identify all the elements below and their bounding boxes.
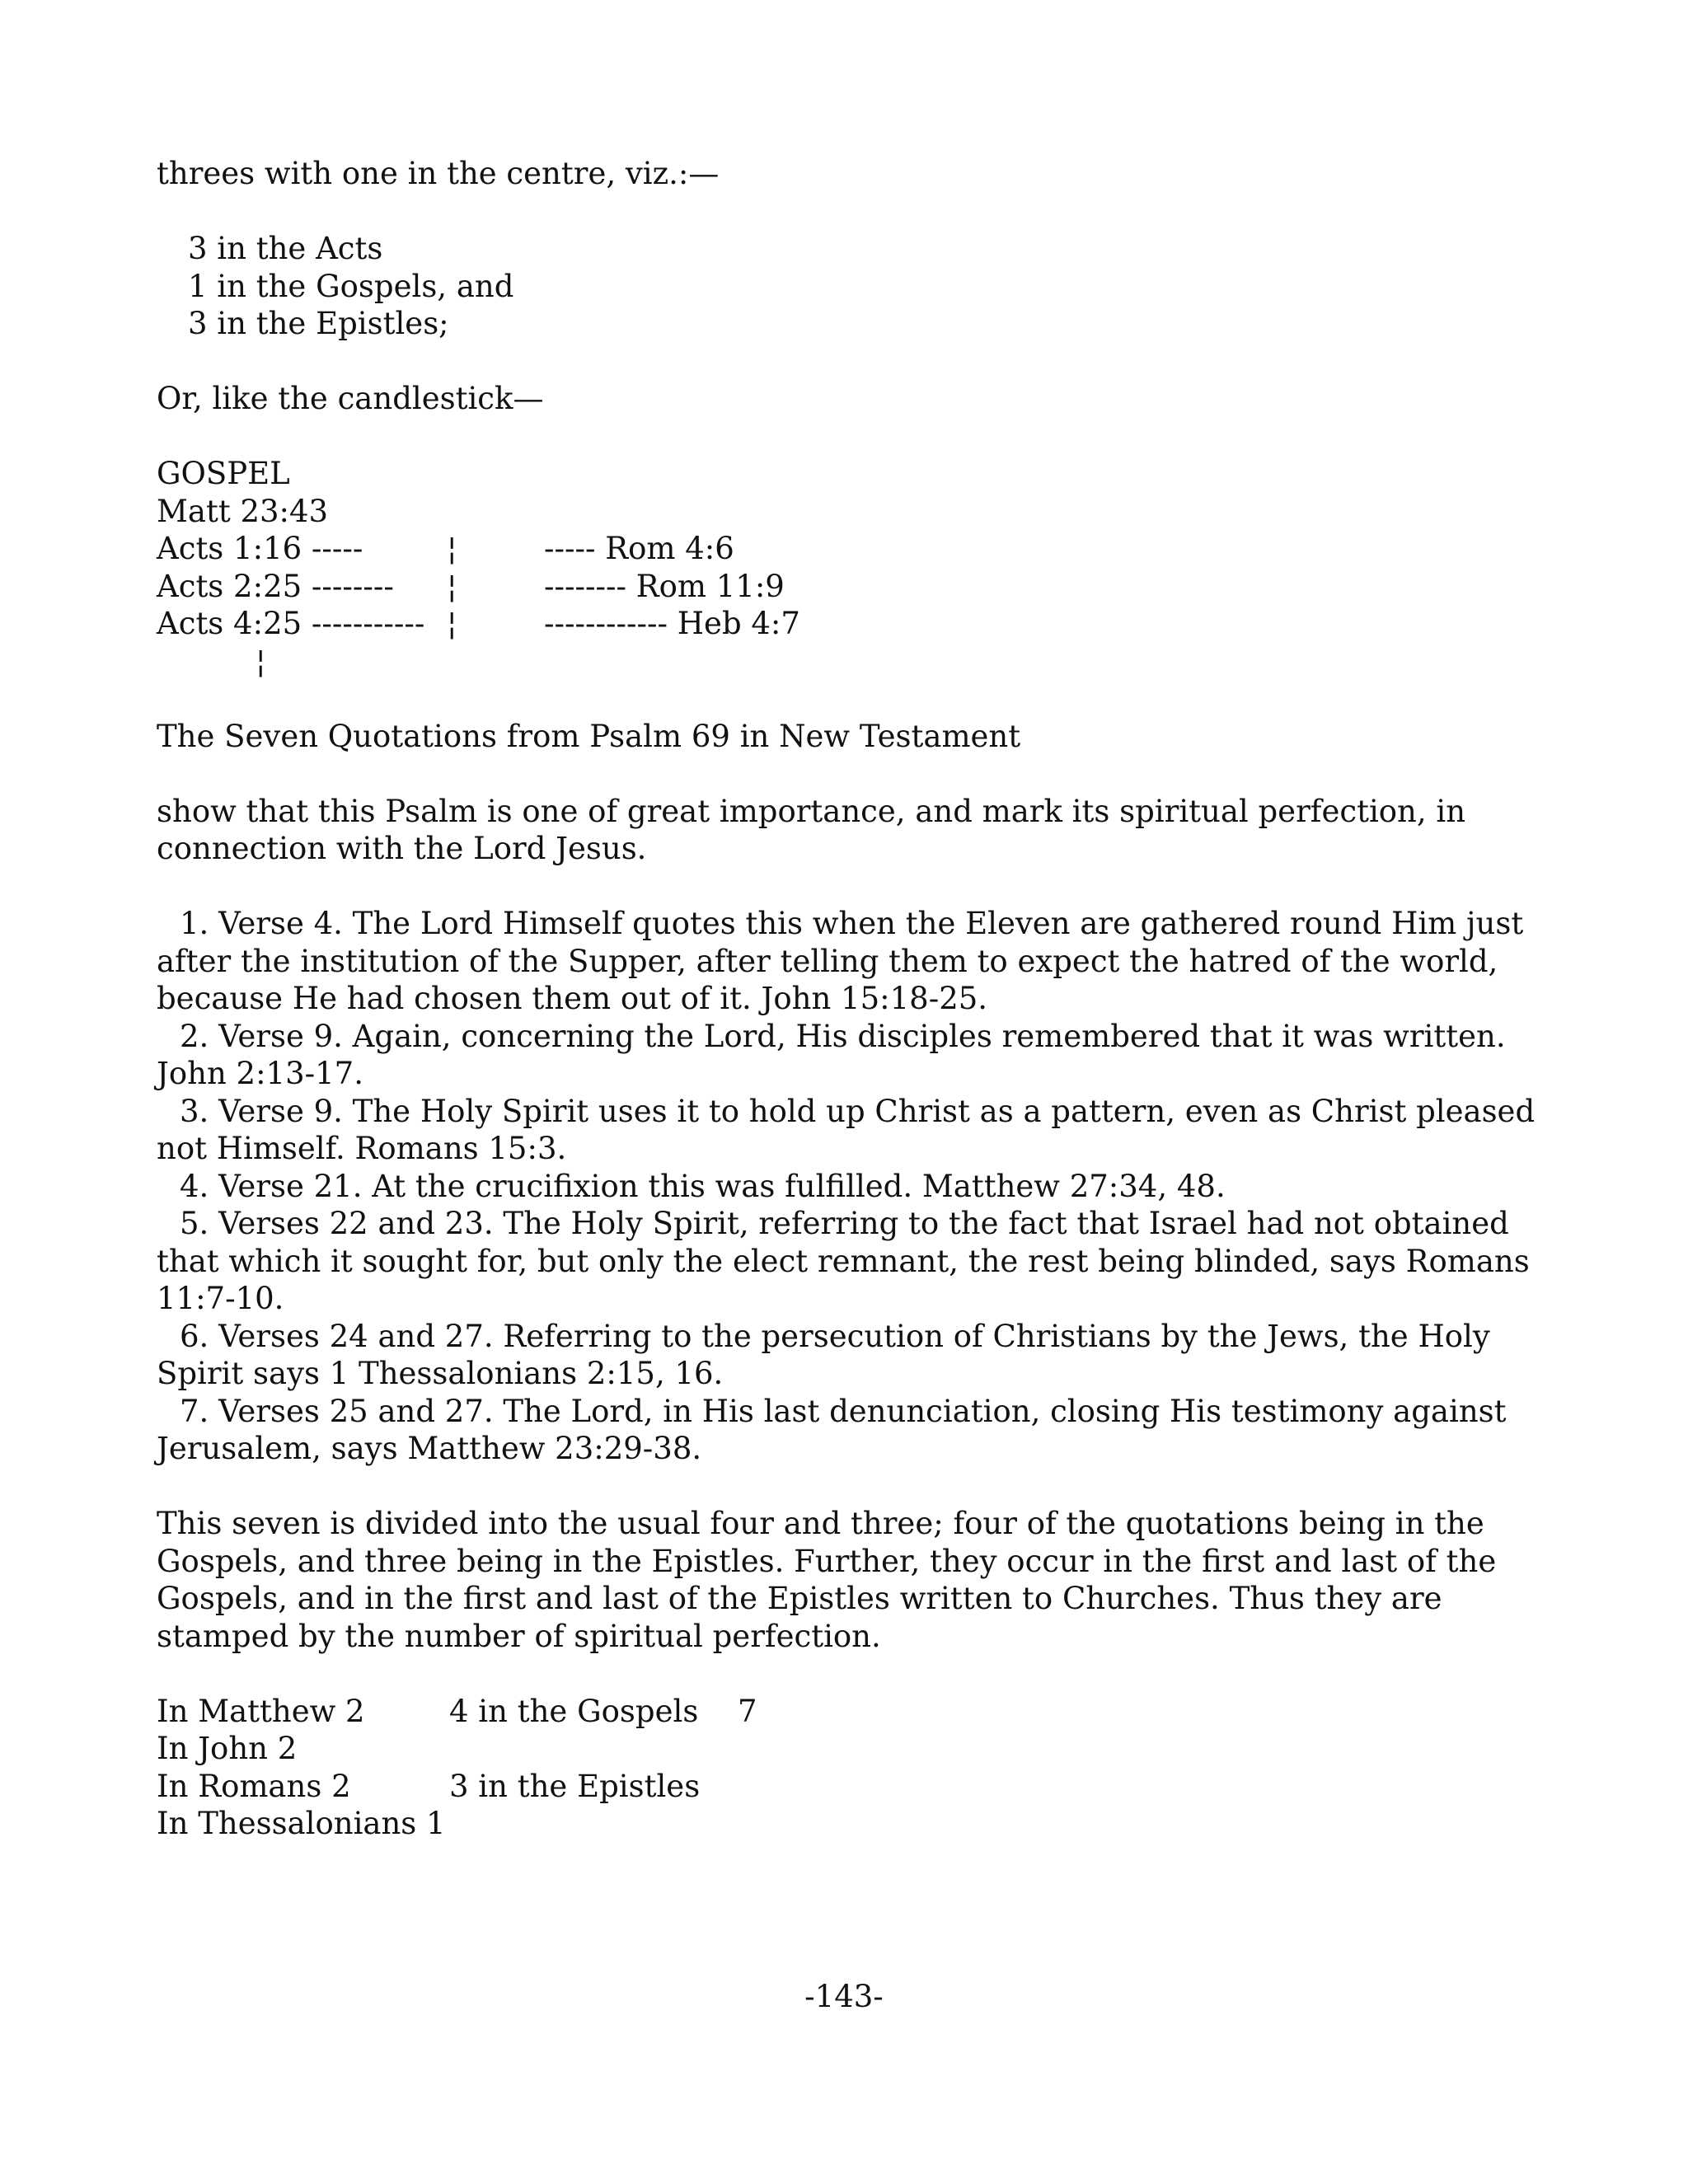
candlestick-row <box>157 568 1541 606</box>
quotation-list <box>157 905 1541 1468</box>
candlestick-base: ¦ <box>256 643 266 679</box>
tally-book: In Matthew 2 <box>157 1693 365 1729</box>
candlestick-stem: ¦ <box>447 606 457 641</box>
threes-item: 3 in the Acts <box>188 231 383 266</box>
tally-book: In Romans 2 <box>157 1768 351 1804</box>
candlestick-base-row <box>157 643 1541 681</box>
threes-item: 3 in the Epistles; <box>188 306 449 341</box>
tally-total: 7 <box>738 1693 757 1729</box>
candlestick-diagram <box>157 455 1541 680</box>
quotation-item: 7. Verses 25 and 27. The Lord, in His last denunciation, closing His testimony against Jerusalem, says Matthew 23:29-38. <box>157 1393 1507 1466</box>
candlestick-stem: ¦ <box>447 531 457 566</box>
quotation-item: 6. Verses 24 and 27. Referring to the persecution of Christians by the Jews, the Holy Spirit says 1 Thessalonians 2:15, 16. <box>157 1318 1490 1391</box>
tally-book: In Thessalonians 1 <box>157 1806 446 1841</box>
tally-group: 4 in the Gospels <box>449 1693 699 1729</box>
candlestick-right: -------- Rom 11:9 <box>544 568 785 604</box>
tally-group: 3 in the Epistles <box>449 1768 701 1804</box>
candlestick-left: Acts 2:25 -------- <box>157 568 394 604</box>
page-body <box>157 155 1541 1843</box>
summary-paragraph: This seven is divided into the usual four and three; four of the quotations being in the Gospels, and three being in the Epistles. Further, they occur in the first and last of the Gospels, and in the first and last of the Epistles written to Churches. Thus they are stamped by the number of spiritual perfection. <box>157 1506 1497 1654</box>
quotation-item: 2. Verse 9. Again, concerning the Lord, His disciples remembered that it was written. John 2:13-17. <box>157 1018 1506 1091</box>
candlestick-right: ----- Rom 4:6 <box>544 531 734 566</box>
tally-row <box>157 1730 1541 1768</box>
tally-row <box>157 1693 1541 1731</box>
tally-book: In John 2 <box>157 1731 298 1766</box>
quotation-item: 4. Verse 21. At the crucifixion this was fulfilled. Matthew 27:34, 48. <box>180 1168 1226 1204</box>
tally-table <box>157 1693 1541 1843</box>
candlestick-stem: ¦ <box>447 568 457 604</box>
candlestick-left: Acts 4:25 ----------- <box>157 606 425 641</box>
candlestick-right: ------------ Heb 4:7 <box>544 606 800 641</box>
candlestick-row <box>157 530 1541 568</box>
candlestick-row <box>157 605 1541 643</box>
tally-row <box>157 1805 1541 1843</box>
threes-item: 1 in the Gospels, and <box>188 268 514 304</box>
candlestick-heading: GOSPEL <box>157 456 290 491</box>
candlestick-centre: Matt 23:43 <box>157 493 329 529</box>
quotation-item: 5. Verses 22 and 23. The Holy Spirit, referring to the fact that Israel had not obtained that which it sought for, but only the elect remnant, the rest being blinded, says Romans 11:7-10. <box>157 1206 1530 1316</box>
section-title: The Seven Quotations from Psalm 69 in New Testament <box>157 718 1021 754</box>
candlestick-left: Acts 1:16 ----- <box>157 531 363 566</box>
intro-line: threes with one in the centre, viz.:— <box>157 156 720 191</box>
tally-row <box>157 1768 1541 1806</box>
section-intro: show that this Psalm is one of great importance, and mark its spiritual perfection, in connection with the Lord Jesus. <box>157 793 1466 866</box>
candlestick-intro: Or, like the candlestick— <box>157 381 544 416</box>
quotation-item: 1. Verse 4. The Lord Himself quotes this when the Eleven are gathered round Him just after the institution of the Supper, after telling them to expect the hatred of the world, because He had chosen them out of it. John 15:18-25. <box>157 906 1524 1016</box>
quotation-item: 3. Verse 9. The Holy Spirit uses it to hold up Christ as a pattern, even as Christ pleased not Himself. Romans 15:3. <box>157 1093 1536 1166</box>
page-number: -143- <box>804 1979 884 2014</box>
